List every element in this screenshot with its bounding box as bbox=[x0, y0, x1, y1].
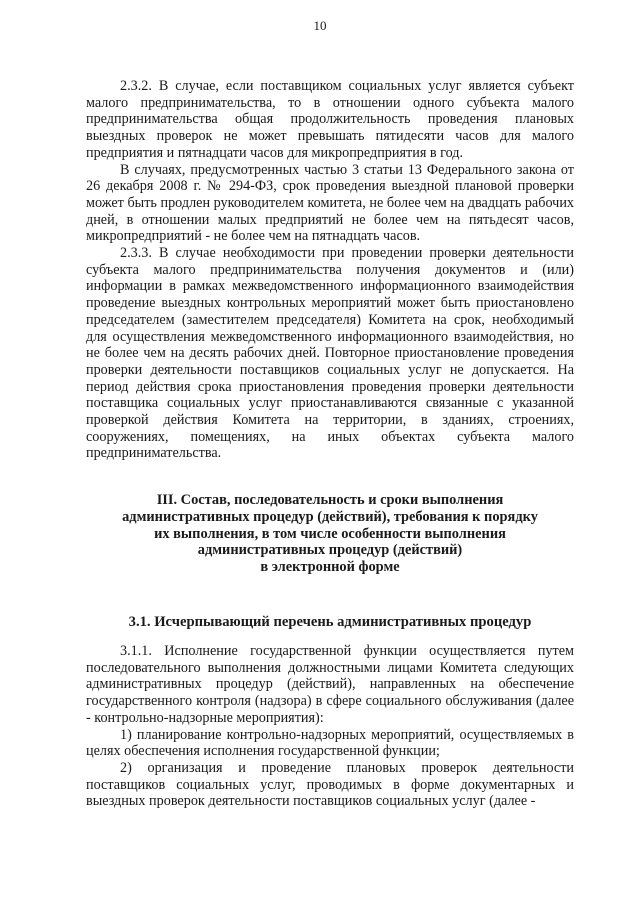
body-text-block-2 bbox=[86, 643, 574, 810]
paragraph-2-3-2: 2.3.2. В случае, если поставщиком социальных услуг является субъект малого предпринимательства, то в отношении одного субъекта малого предпринимательства общая продолжительность проведения плановых выездных проверок не может превышать пятидесяти часов для малого предприятия и пятнадцати часов для микропредприятия в год. bbox=[86, 78, 574, 161]
section-3-heading: III. Состав, последовательность и сроки выполнения административных процедур (действий), требования к порядку их выполнения, в том числе особенности выполнения административных процедур (действий) в электронной форме bbox=[122, 492, 538, 576]
list-item-2: 2) организация и проведение плановых проверок деятельности поставщиков социальных услуг, проводимых в форме документарных и выездных проверок деятельности поставщиков социальных услуг (далее - bbox=[86, 759, 574, 810]
paragraph-extension-cases: В случаях, предусмотренных частью 3 статьи 13 Федерального закона от 26 декабря 2008 г. № 294-ФЗ, срок проведения выездной плановой проверки может быть продлен руководителем комитета, не более чем на двадцать рабочих дней, в отношении малых предприятий не более чем на пятьдесят часов, микропредприятий - не более чем на пятнадцать часов. bbox=[86, 161, 574, 245]
page-number: 10 bbox=[313, 18, 327, 33]
paragraph-3-1-1: 3.1.1. Исполнение государственной функции осуществляется путем последовательного выполнения должностными лицами Комитета следующих административных процедур (действий), направленных на обеспечение государственного контроля (надзора) в сфере социального обслуживания (далее - контрольно-надзорные мероприятия): bbox=[86, 643, 574, 726]
list-item-1: 1) планирование контрольно-надзорных мероприятий, осуществляемых в целях обеспечения исполнения государственной функции; bbox=[86, 726, 574, 760]
paragraph-2-3-3: 2.3.3. В случае необходимости при проведении проверки деятельности субъекта малого предпринимательства получения документов и (или) информации в рамках межведомственного информационного взаимодействия проведение выездных контрольных мероприятий может быть приостановлено председателем (заместителем председателя) Комитета на срок, необходимый для осуществления межведомственного информационного взаимодействия, но не более чем на десять рабочих дней. Повторное приостановление проведения проверки деятельности поставщиков социальных услуг не допускается. На период действия срока приостановления проведения проверки деятельности поставщика социальных услуг приостанавливаются связанные с указанной проверкой действия Комитета на территории, в зданиях, строениях, сооружениях, помещениях, на иных объектах субъекта малого предпринимательства. bbox=[86, 245, 574, 462]
subsection-3-1-heading: 3.1. Исчерпывающий перечень административных процедур bbox=[128, 614, 532, 630]
body-text-block-1 bbox=[86, 78, 574, 462]
